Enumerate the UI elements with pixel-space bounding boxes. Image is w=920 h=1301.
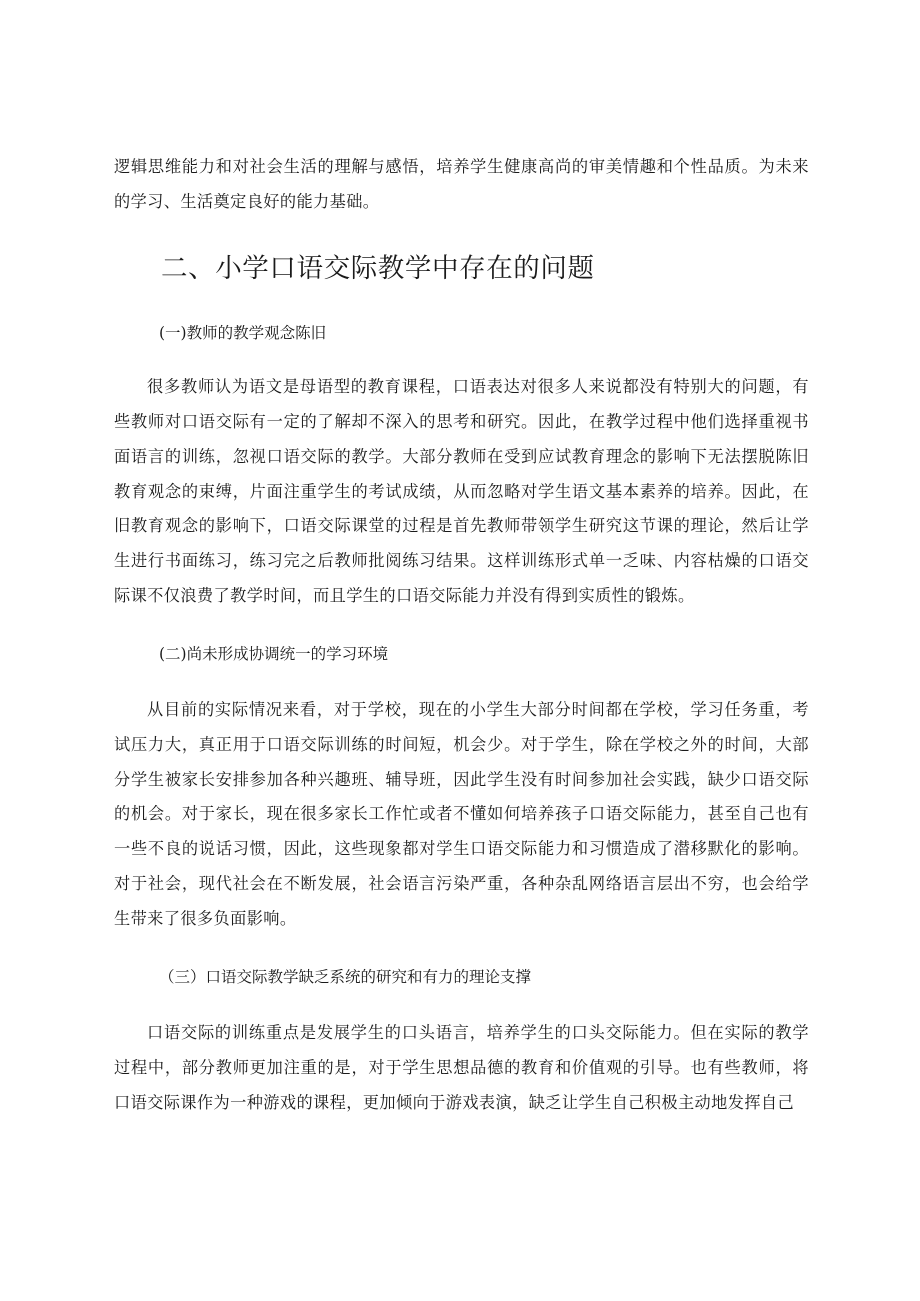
intro-paragraph: 逻辑思维能力和对社会生活的理解与感悟，培养学生健康高尚的审美情趣和个性品质。为未来的学习、生活奠定良好的能力基础。 [114,157,809,211]
subsection-paragraph-1: 很多教师认为语文是母语型的教育课程，口语表达对很多人来说都没有特别大的问题，有些教师对口语交际有一定的了解却不深入的思考和研究。因此，在教学过程中他们选择重视书面语言的训练，忽视口语交际的教学。大部分教师在受到应试教育理念的影响下无法摆脱陈旧教育观念的束缚，片面注重学生的考试成绩，从而忽略对学生语文基本素养的培养。因此，在旧教育观念的影响下，口语交际课堂的过程是首先教师带领学生研究这节课的理论，然后让学生进行书面练习，练习完之后教师批阅练习结果。这样训练形式单一乏味、内容枯燥的口语交际课不仅浪费了教学时间，而且学生的口语交际能力并没有得到实质性的锻炼。 [114,377,809,605]
subsection-title-3: （三）口语交际教学缺乏系统的研究和有力的理论支撑 [159,968,532,987]
subsection-paragraph-3: 口语交际的训练重点是发展学生的口头语言，培养学生的口头交际能力。但在实际的教学过程中，部分教师更加注重的是，对于学生思想品德的教育和价值观的引导。也有些教师，将口语交际课作为一种游戏的课程，更加倾向于游戏表演，缺乏让学生自己积极主动地发挥自己 [114,1023,809,1112]
subsection-paragraph-2: 从目前的实际情况来看，对于学校，现在的小学生大部分时间都在学校，学习任务重，考试压力大，真正用于口语交际训练的时间短，机会少。对于学生，除在学校之外的时间，大部分学生被家长安排参加各种兴趣班、辅导班，因此学生没有时间参加社会实践，缺少口语交际的机会。对于家长，现在很多家长工作忙或者不懂如何培养孩子口语交际能力，甚至自己也有一些不良的说话习惯，因此，这些现象都对学生口语交际能力和习惯造成了潜移默化的影响。对于社会，现代社会在不断发展，社会语言污染严重，各种杂乱网络语言层出不穷，也会给学生带来了很多负面影响。 [114,700,809,928]
document-content [114,150,809,1120]
section-title: 二、小学口语交际教学中存在的问题 [161,253,595,285]
subsection-title-2: (二)尚未形成协调统一的学习环境 [159,645,389,664]
subsection-title-1: (一)教师的教学观念陈旧 [159,324,327,343]
